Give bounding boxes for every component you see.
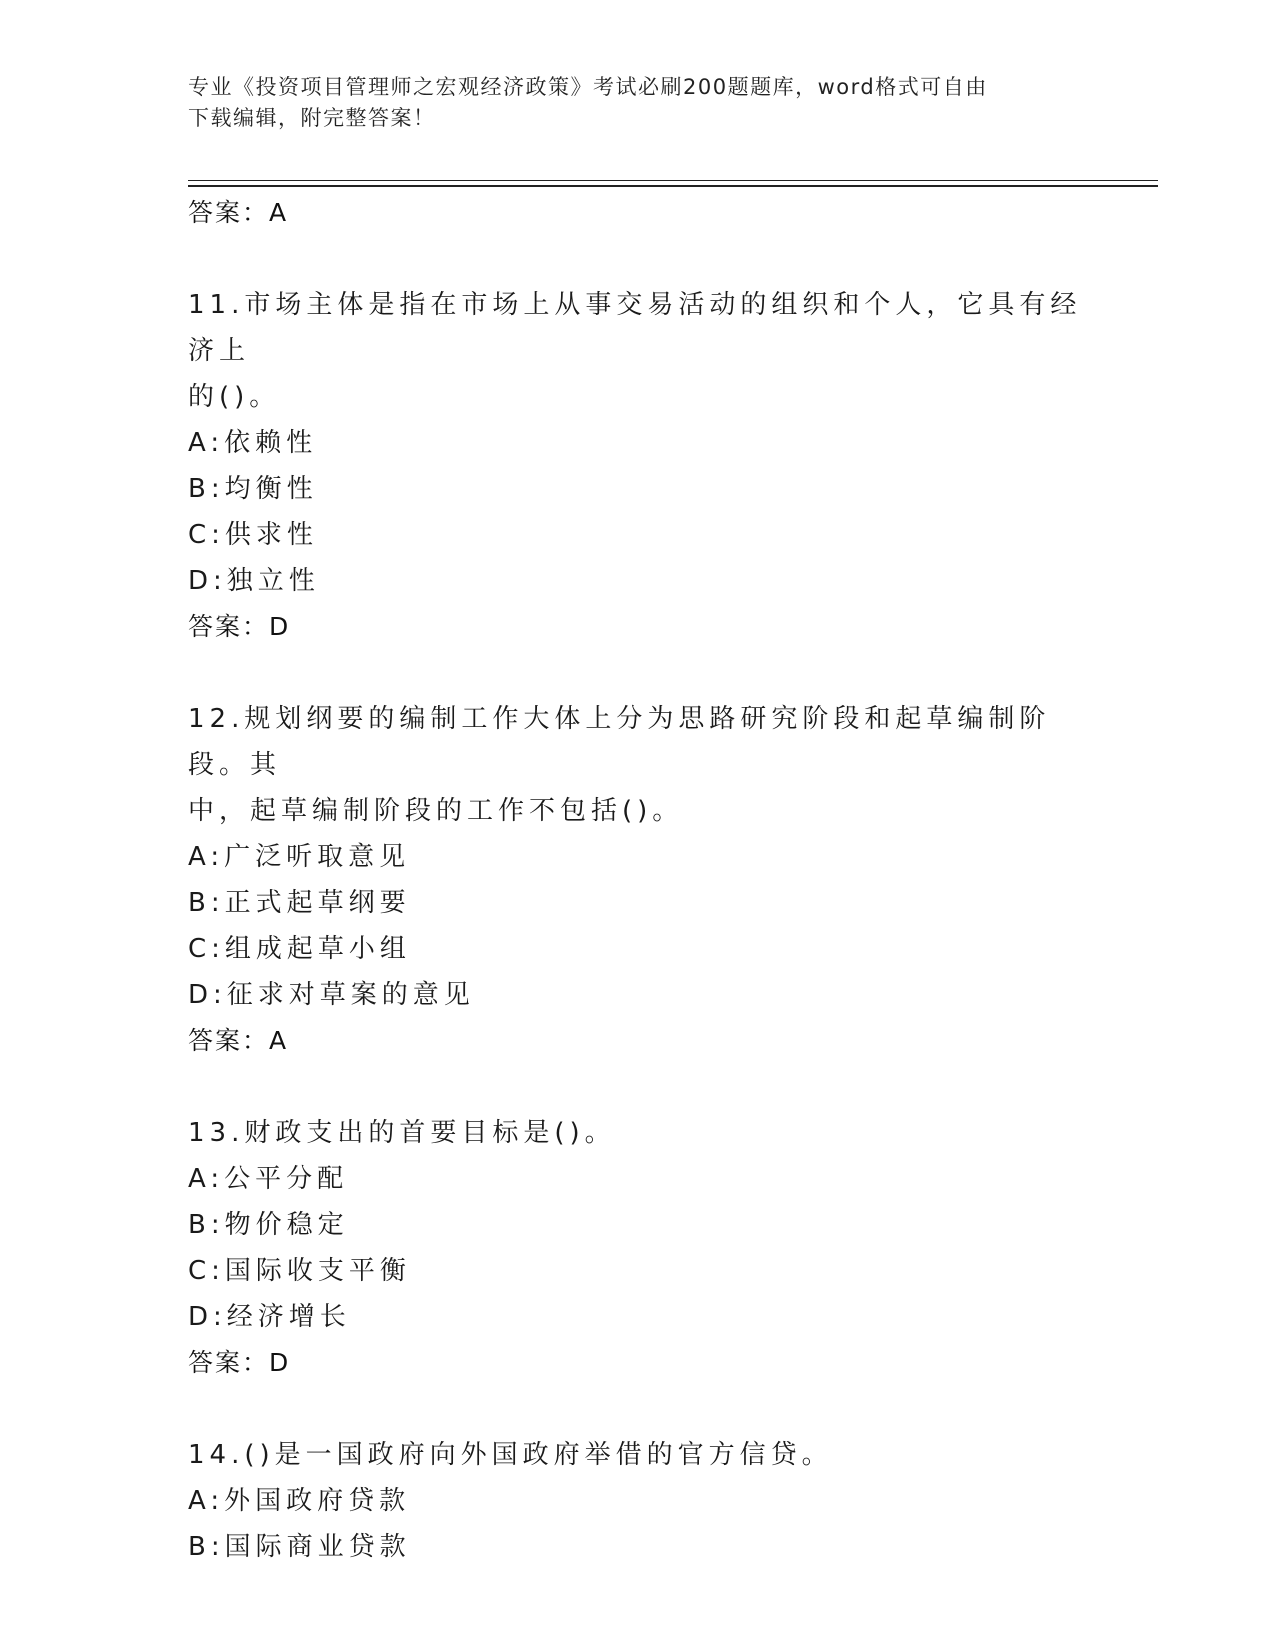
question-text: 12.规划纲要的编制工作大体上分为思路研究阶段和起草编制阶段。其 — [188, 704, 1051, 780]
answer-line: 答案：D — [188, 1348, 291, 1377]
spacer — [188, 650, 1088, 696]
question-text: 13.财政支出的首要目标是()。 — [188, 1118, 616, 1148]
question-13 — [188, 1110, 1088, 1386]
spacer — [188, 236, 1088, 282]
option-d: D:经济增长 — [188, 1302, 351, 1332]
question-12 — [188, 696, 1088, 1064]
question-text-continued: 的()。 — [188, 382, 281, 412]
option-b: B:国际商业贷款 — [188, 1532, 411, 1562]
header-rule-thick — [188, 185, 1158, 187]
question-text-continued: 中，起草编制阶段的工作不包括()。 — [188, 796, 684, 826]
option-c: C:国际收支平衡 — [188, 1256, 411, 1286]
question-11 — [188, 282, 1088, 650]
spacer — [188, 1386, 1088, 1432]
option-b: B:物价稳定 — [188, 1210, 349, 1240]
option-a: A:广泛听取意见 — [188, 842, 411, 872]
document-header — [188, 72, 1078, 134]
option-b: B:正式起草纲要 — [188, 888, 411, 918]
question-list — [188, 190, 1088, 1570]
option-a: A:外国政府贷款 — [188, 1486, 411, 1516]
option-d: D:独立性 — [188, 566, 320, 596]
option-a: A:公平分配 — [188, 1164, 349, 1194]
option-d: D:征求对草案的意见 — [188, 980, 475, 1010]
option-a: A:依赖性 — [188, 428, 318, 458]
answer-line: 答案：D — [188, 612, 291, 641]
option-c: C:供求性 — [188, 520, 318, 550]
header-rule-thin — [188, 180, 1158, 181]
answer-line: 答案：A — [188, 1026, 289, 1055]
option-b: B:均衡性 — [188, 474, 318, 504]
answer-line: 答案：A — [188, 198, 289, 227]
header-line-1: 专业《投资项目管理师之宏观经济政策》考试必刷200题题库，word格式可自由 — [188, 75, 988, 99]
header-line-2: 下载编辑，附完整答案！ — [188, 106, 436, 130]
question-text: 11.市场主体是指在市场上从事交易活动的组织和个人，它具有经济上 — [188, 290, 1082, 366]
question-text: 14.()是一国政府向外国政府举借的官方信贷。 — [188, 1440, 833, 1470]
option-c: C:组成起草小组 — [188, 934, 411, 964]
question-14 — [188, 1432, 1088, 1570]
spacer — [188, 1064, 1088, 1110]
